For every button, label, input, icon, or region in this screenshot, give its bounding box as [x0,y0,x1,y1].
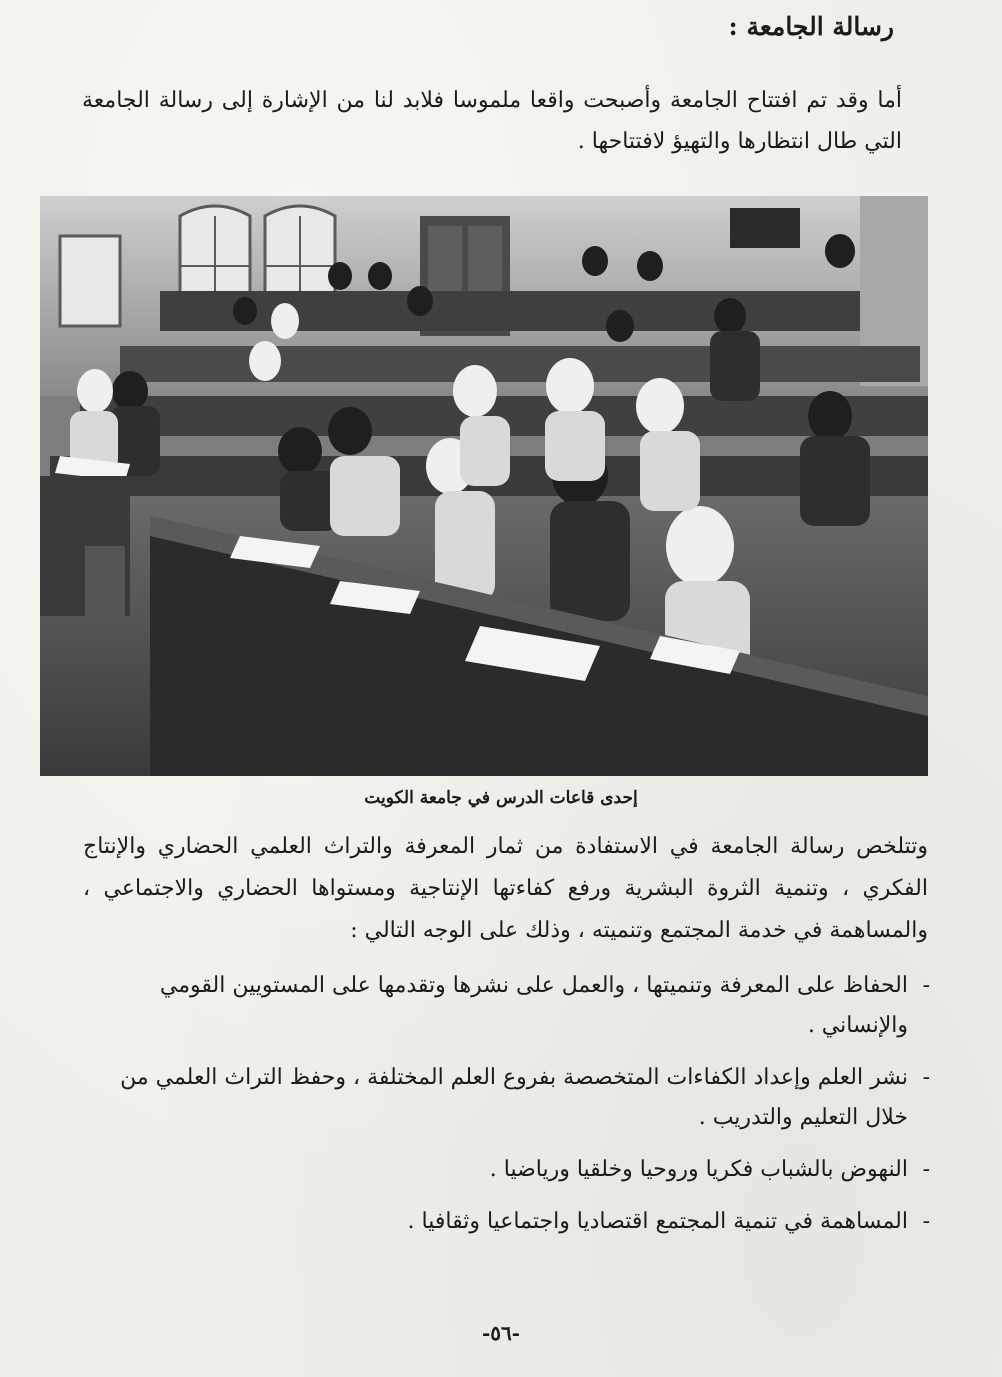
list-item-text: الحفاظ على المعرفة وتنميتها ، والعمل على نشرها وتقدمها على المستويين القومي والإنساني . [159,973,908,1038]
list-item-text: المساهمة في تنمية المجتمع اقتصاديا واجتماعيا وثقافيا . [407,1209,908,1234]
intro-paragraph: أما وقد تم افتتاح الجامعة وأصبحت واقعا ملموسا فلابد لنا من الإشارة إلى رسالة الجامعة التي طال انتظارها والتهيؤ لافتتاحها . [82,88,902,154]
list-item [80,1150,930,1190]
list-item [80,1058,930,1138]
page-number: -٥٦- [481,1321,521,1345]
section-heading: رسالة الجامعة : [728,12,894,41]
photo-caption: إحدى قاعات الدرس في جامعة الكويت [364,788,638,808]
list-item-text: نشر العلم وإعداد الكفاءات المتخصصة بفروع العلم المختلفة ، وحفظ التراث العلمي من خلال التعليم والتدريب . [120,1065,908,1130]
classroom-photo [40,196,928,776]
list-item [80,1202,930,1242]
list-dash: - [922,1157,930,1182]
list-dash: - [922,1209,930,1234]
objectives-list [80,966,930,1254]
body-paragraph: وتتلخص رسالة الجامعة في الاستفادة من ثمار المعرفة والتراث العلمي الحضاري والإنتاج الفكري ، وتنمية الثروة البشرية ورفع كفاءتها الإنتاجية ومستواها الحضاري والاجتماعي ، والمساهمة في خدمة المجتمع وتنميته ، وذلك على الوجه التالي : [83,834,928,943]
list-item [80,966,930,1046]
list-dash: - [922,1065,930,1090]
list-dash: - [922,973,930,998]
list-item-text: النهوض بالشباب فكريا وروحيا وخلقيا ورياضيا . [489,1157,908,1182]
classroom-photo-illustration [40,196,928,776]
